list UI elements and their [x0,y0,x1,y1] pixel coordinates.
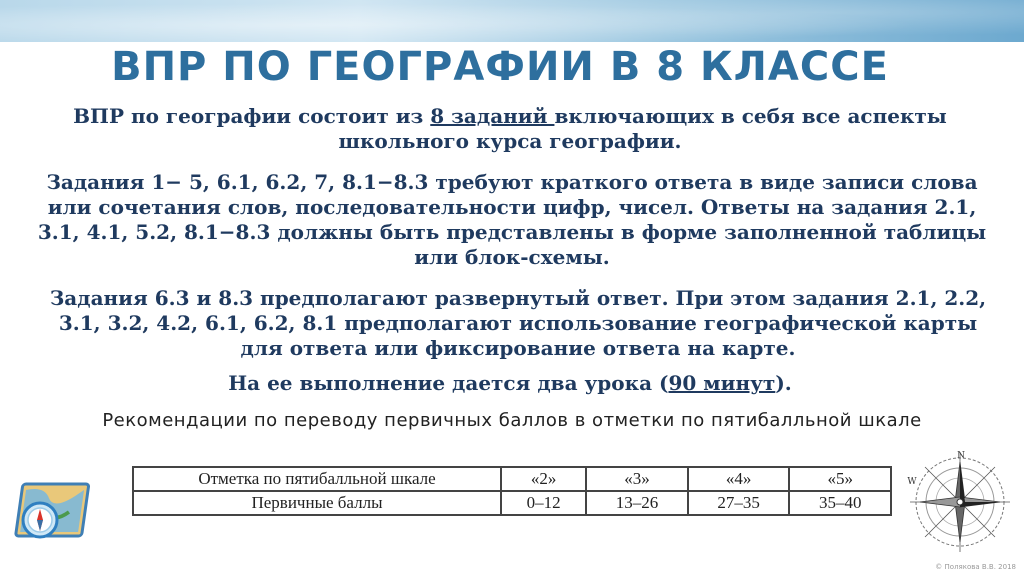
table-cell: 13–26 [586,491,688,515]
page-title: ВПР ПО ГЕОГРАФИИ В 8 КЛАССЕ [111,44,889,90]
credit-text: © Полякова В.В. 2018 [935,563,1016,571]
extended-answer-paragraph: Задания 6.3 и 8.3 предполагают развернутый ответ. При этом задания 2.1, 2.2, 3.1, 3.2, 4.2, 6.1, 6.2, 8.1 предполагают использование географической карты для ответа или фиксирование ответа на карте. [49,286,987,360]
intro-text-before: ВПР по географии состоит из [73,104,431,128]
map-compass-icon [10,476,90,546]
compass-letter-w: W [907,477,917,487]
intro-paragraph [40,104,980,154]
table-cell: «5» [789,467,891,491]
table-cell: 27–35 [688,491,790,515]
table-cell: «4» [688,467,790,491]
table-cell: 35–40 [789,491,891,515]
table-cell: Первичные баллы [133,491,501,515]
compass-letter-n: N [957,451,965,461]
compass-rose-icon [906,448,1014,556]
duration-text-after: ). [775,371,792,395]
table-cell: Отметка по пятибалльной шкале [133,467,501,491]
duration-text-underlined: 90 минут [668,371,776,395]
intro-text-after: включающих в себя все аспекты школьного курса географии. [338,104,947,153]
tasks-paragraph: Задания 1− 5, 6.1, 6.2, 7, 8.1−8.3 требуют краткого ответа в виде записи слова или сочетания слов, последовательности цифр, чисел. Ответы на задания 2.1, 3.1, 4.1, 5.2, 8.1−8.3 должны быть представлены в форме заполненной таблицы или блок-схемы. [37,170,987,269]
header-band [0,0,1024,42]
table-row [133,467,891,491]
grade-conversion-table [132,466,892,516]
table-cell: «2» [501,467,586,491]
duration-text-before: На ее выполнение дается два урока ( [228,371,669,395]
intro-text-underlined: 8 заданий [430,104,555,128]
recommendation-text: Рекомендации по переводу первичных баллов в отметки по пятибалльной шкале [102,410,922,431]
table-cell: 0–12 [501,491,586,515]
table-row [133,491,891,515]
table-cell: «3» [586,467,688,491]
duration-paragraph [40,371,980,396]
